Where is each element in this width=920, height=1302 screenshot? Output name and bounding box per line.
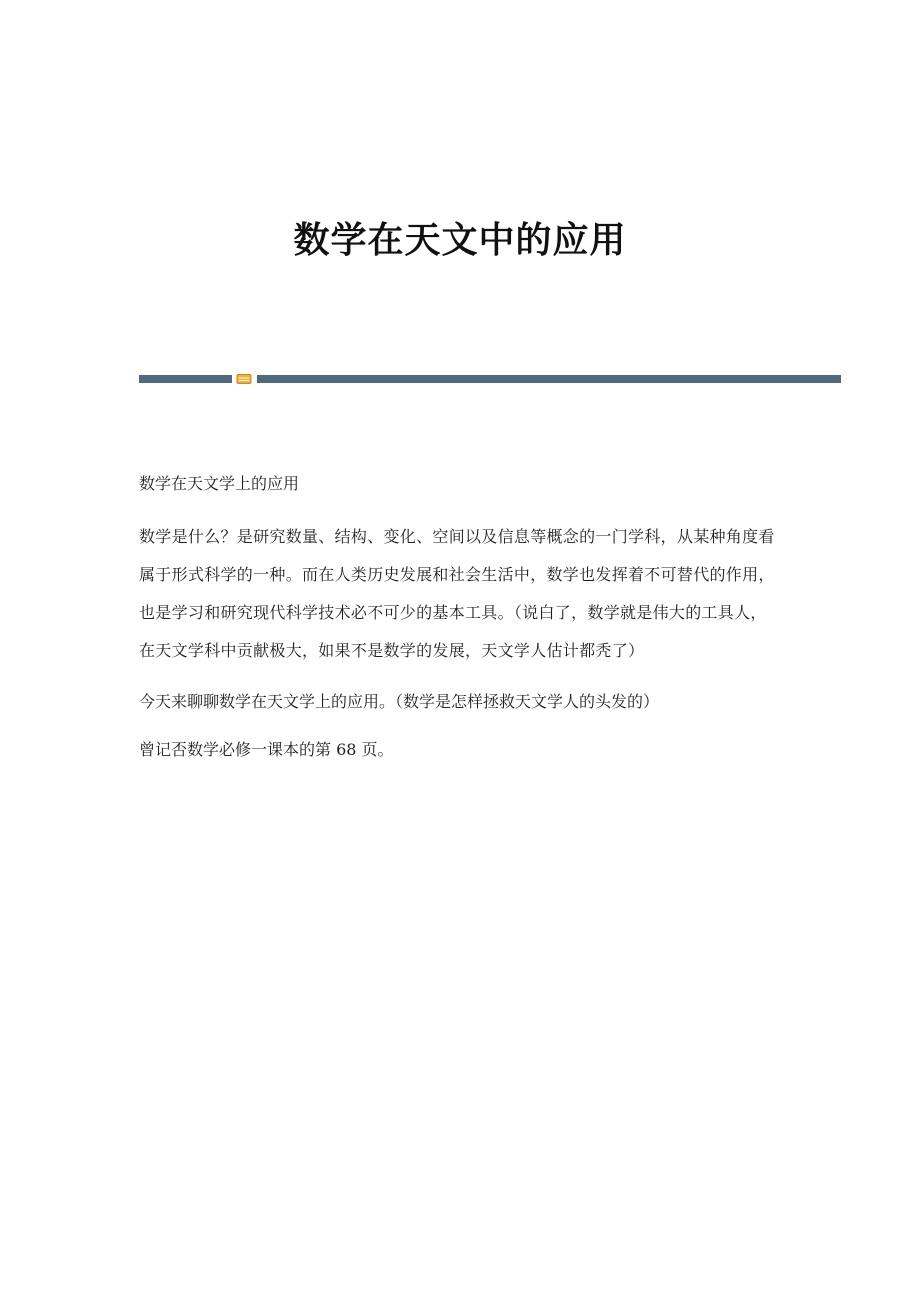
divider-bar-right <box>257 375 841 383</box>
document-title: 数学在天文中的应用 <box>293 219 627 261</box>
document-body <box>139 468 779 766</box>
divider-bar-left <box>139 375 232 383</box>
title-divider <box>139 372 841 386</box>
textbook-reference-paragraph: 曾记否数学必修一课本的第 68 页。 <box>139 740 394 759</box>
section-subtitle: 数学在天文学上的应用 <box>139 474 300 493</box>
folder-emblem-icon <box>236 373 252 385</box>
intro-paragraph: 数学是什么？是研究数量、结构、变化、空间以及信息等概念的一门学科，从某种角度看属于形式科学的一种。而在人类历史发展和社会生活中，数学也发挥着不可替代的作用，也是学习和研究现代科学技术必不可少的基本工具。（说白了，数学就是伟大的工具人，在天文学科中贡献极大，如果不是数学的发展，天文学人估计都秃了） <box>139 527 775 660</box>
topic-paragraph: 今天来聊聊数学在天文学上的应用。（数学是怎样拯救天文学人的头发的） <box>139 692 660 711</box>
